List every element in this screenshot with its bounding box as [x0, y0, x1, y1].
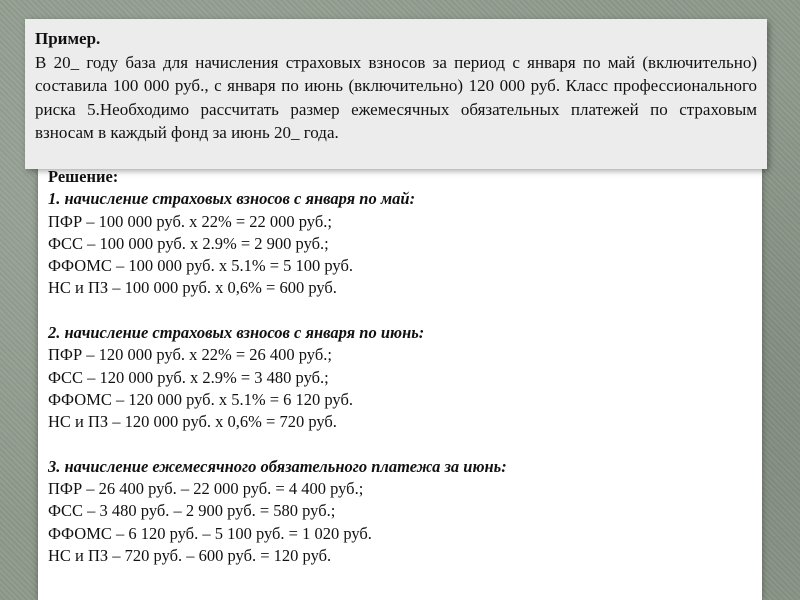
section-title-1: 1. начисление страховых взносов с января по май:: [48, 189, 416, 209]
spacer: [48, 434, 748, 456]
section-title-3: 3. начисление ежемесячного обязательного платежа за июнь:: [48, 456, 507, 476]
example-text: В 20_ году база для начисления страховых взносов за период с января по май (включительно) составила 100 000 руб., с января по июнь (включительно) 120 000 руб. Класс профессионального риска 5.Необходимо рассчитать размер ежемесячных обязательных платежей по страховым взносам в каждый фонд за июнь 20_ года.: [35, 52, 757, 142]
calc-line: ФСС – 120 000 руб. х 2.9% = 3 480 руб.;: [48, 367, 329, 387]
calc-line: ФФОМС – 100 000 руб. х 5.1% = 5 100 руб.: [48, 256, 353, 276]
solution-block: [48, 166, 748, 567]
example-label: Пример.: [35, 29, 101, 48]
calc-line: ФСС – 100 000 руб. х 2.9% = 2 900 руб.;: [48, 233, 329, 253]
solution-heading: Решение:: [48, 167, 119, 186]
calc-line: ФФОМС – 6 120 руб. – 5 100 руб. = 1 020 руб.: [48, 523, 372, 543]
example-box: [25, 19, 767, 169]
calc-line: НС и ПЗ – 720 руб. – 600 руб. = 120 руб.: [48, 546, 332, 566]
calc-line: ФФОМС – 120 000 руб. х 5.1% = 6 120 руб.: [48, 389, 353, 409]
calc-line: НС и ПЗ – 120 000 руб. х 0,6% = 720 руб.: [48, 412, 337, 432]
spacer: [48, 300, 748, 322]
calc-line: ПФР – 100 000 руб. х 22% = 22 000 руб.;: [48, 211, 332, 231]
calc-line: ФСС – 3 480 руб. – 2 900 руб. = 580 руб.;: [48, 501, 336, 521]
section-title-2: 2. начисление страховых взносов с января по июнь:: [48, 323, 425, 343]
calc-line: ПФР – 120 000 руб. х 22% = 26 400 руб.;: [48, 345, 332, 365]
calc-line: НС и ПЗ – 100 000 руб. х 0,6% = 600 руб.: [48, 278, 337, 298]
calc-line: ПФР – 26 400 руб. – 22 000 руб. = 4 400 руб.;: [48, 479, 364, 499]
